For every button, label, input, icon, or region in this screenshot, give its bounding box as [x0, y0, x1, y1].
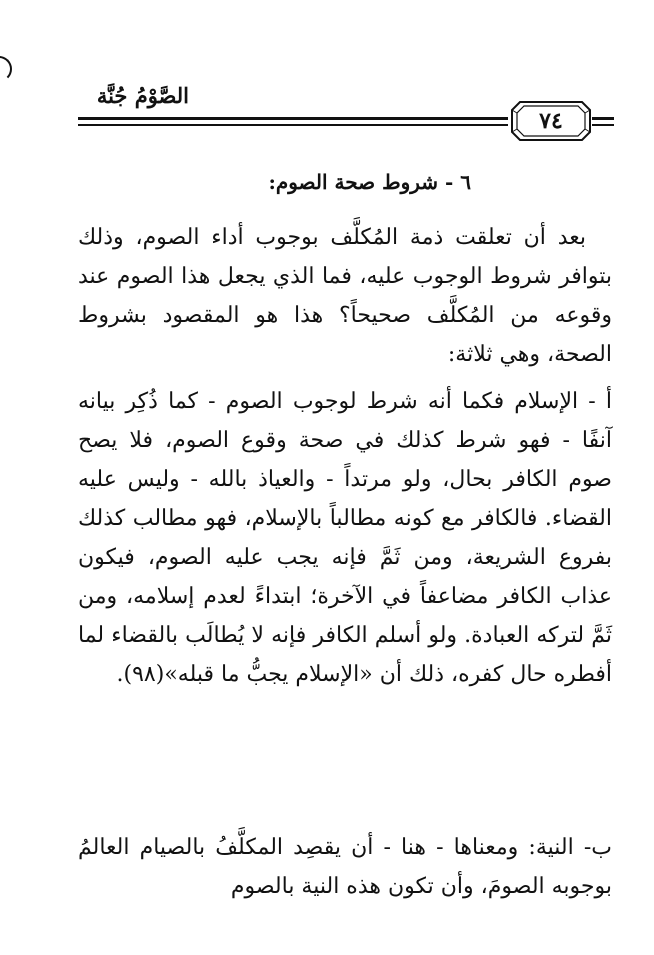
condition-b-label: ب- — [583, 835, 613, 860]
section-heading: ٦ - شروط صحة الصوم: — [268, 170, 471, 194]
header-rule-thick-right — [592, 117, 614, 120]
condition-b-text: النية: ومعناها - هنا - أن يقصِد المكلَّفُ بالصيام العالمُ بوجوبه الصومَ، وأن تكون هذه النية بالصوم — [78, 835, 612, 899]
running-title: الصَّوْمُ جُنَّة — [96, 83, 189, 108]
condition-a-label: أ - — [588, 389, 612, 414]
header-rule-thin-right — [592, 124, 614, 126]
condition-b-paragraph — [78, 828, 612, 906]
condition-a-paragraph — [78, 382, 612, 694]
page-number: ٧٤ — [539, 108, 563, 134]
condition-a-text: الإسلام فكما أنه شرط لوجوب الصوم - كما ذُكِر بيانه آنفًا - فهو شرط كذلك في صحة وقوع الصوم، فلا يصح صوم الكافر بحال، ولو مرتداً - والعياذ بالله - وليس عليه القضاء. فالكافر مع كونه مطالباً بالإسلام، فهو مطالب كذلك بفروع الشريعة، ومن ثَمَّ فإنه يجب عليه الصوم، فيكون عذاب الكافر مضاعفاً في الآخرة؛ ابتداءً لعدم إسلامه، ومن ثَمَّ لتركه العبادة. ولو أسلم الكافر فإنه لا يُطالَب بالقضاء لما أفطره حال كفره، ذلك أن «الإسلام يجبُّ ما قبله»(٩٨). — [78, 389, 612, 687]
intro-paragraph: بعد أن تعلقت ذمة المُكلَّف بوجوب أداء الصوم، وذلك بتوافر شروط الوجوب عليه، فما الذي يجعل هذا الصوم عند وقوعه من المُكلَّف صحيحاً؟ هذا هو المقصود بشروط الصحة، وهي ثلاثة: — [78, 225, 612, 367]
header-rule-thick — [78, 117, 508, 120]
header-rule-thin — [78, 124, 508, 126]
page-edge-mark — [0, 56, 12, 82]
